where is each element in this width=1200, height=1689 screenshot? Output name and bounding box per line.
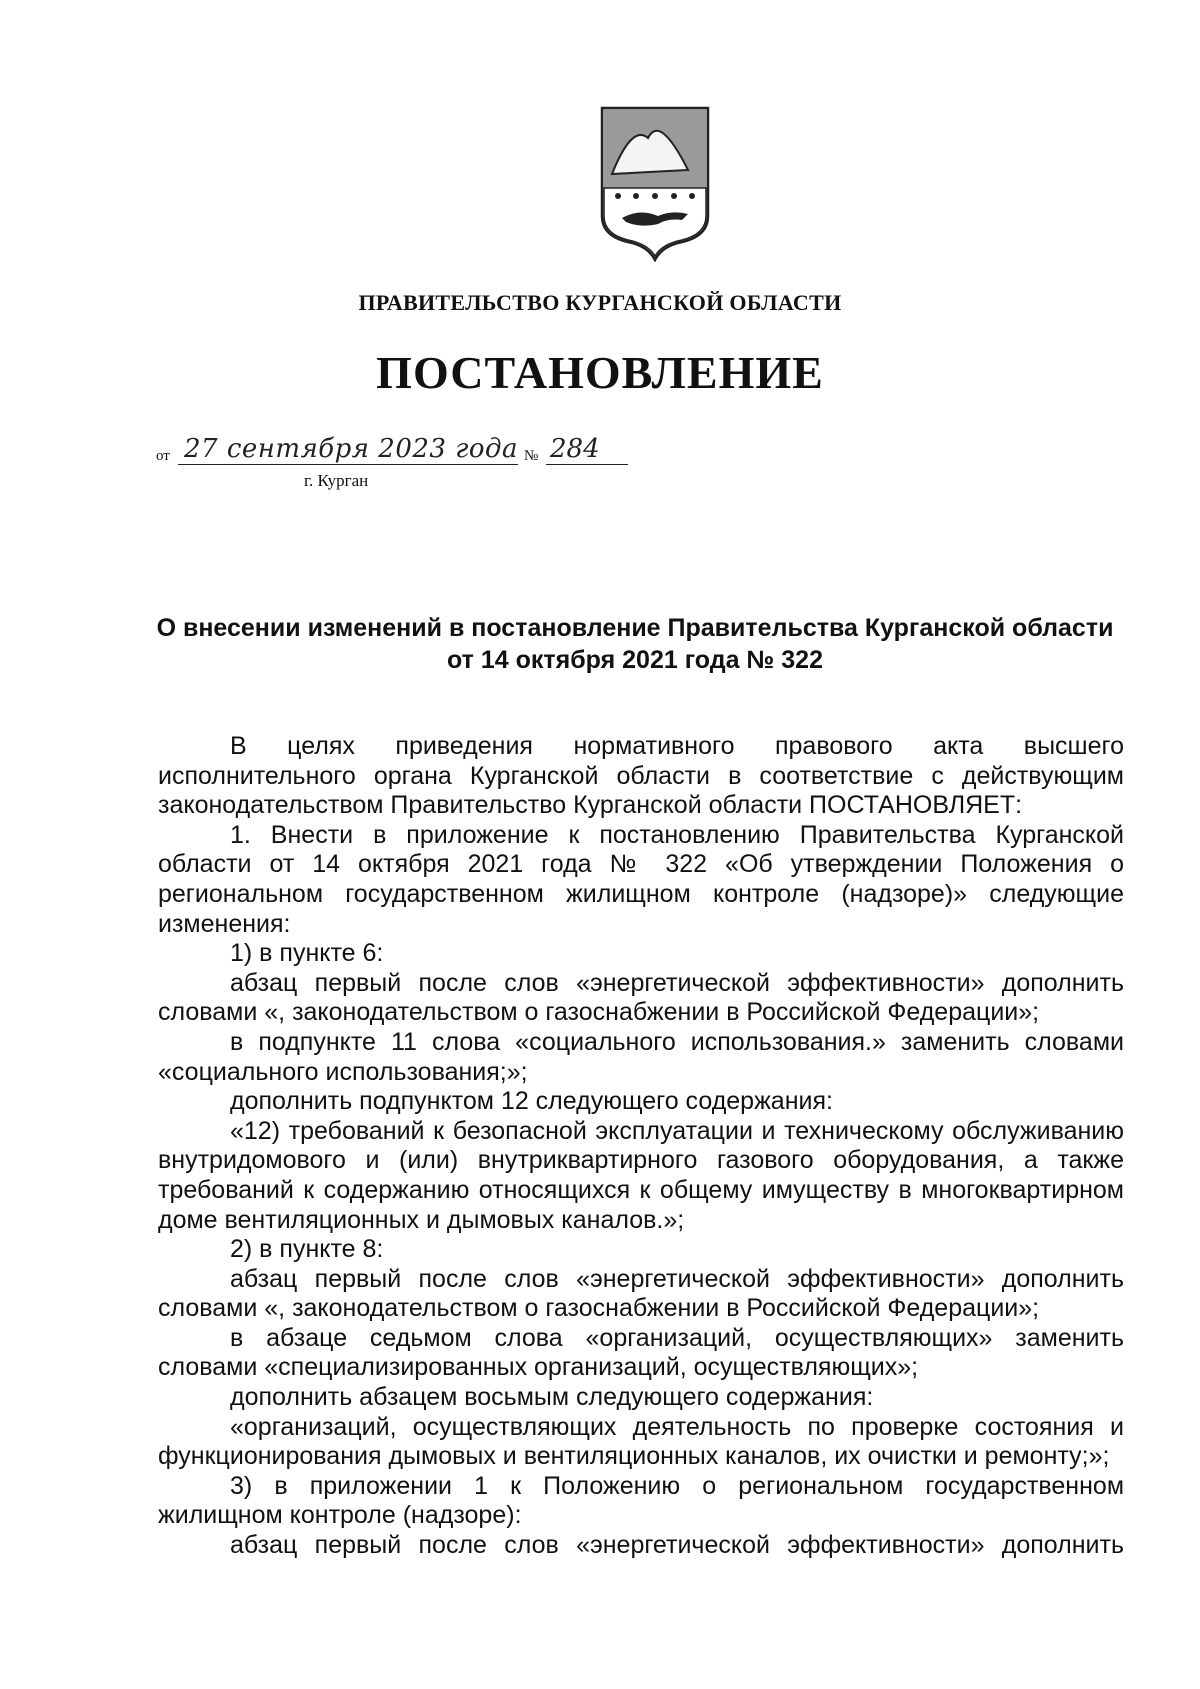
paragraph: 1) в пункте 6: [230, 939, 384, 968]
government-name: ПРАВИТЕЛЬСТВО КУРГАНСКОЙ ОБЛАСТИ [358, 290, 842, 315]
number-underline [546, 464, 628, 465]
date-underline [178, 464, 518, 465]
paragraph: 3) в приложении 1 к Положению о региональном государственном жилищном контроле (надзоре): [158, 1471, 1124, 1530]
from-label: от [156, 448, 170, 464]
paragraph: в абзаце седьмом слова «организаций, осуществляющих» заменить словами «специализированных организаций, осуществляющих»; [158, 1323, 1124, 1382]
coat-of-arms-icon [596, 104, 714, 262]
paragraph: дополнить абзацем восьмым следующего содержания: [230, 1383, 874, 1412]
paragraph: «12) требований к безопасной эксплуатации и техническому обслуживанию внутридомового и (или) внутриквартирного газового оборудования, а также требований к содержанию относящихся к общему имуществу в многоквартирном доме вентиляционных и дымовых каналов.»; [158, 1116, 1124, 1234]
paragraph: «организаций, осуществляющих деятельность по проверке состояния и функционирования дымовых и вентиляционных каналов, их очистки и ремонту;»; [158, 1412, 1124, 1471]
paragraph: абзац первый после слов «энергетической эффективности» дополнить словами «, законодательством о газоснабжении в Российской Федерации»; [158, 968, 1124, 1027]
paragraph: дополнить подпунктом 12 следующего содержания: [230, 1087, 833, 1116]
paragraph: абзац первый после слов «энергетической эффективности» дополнить словами «, законодательством о газоснабжении в Российской Федерации»; [158, 1264, 1124, 1323]
handwritten-date: 27 сентября 2023 года [184, 434, 518, 464]
document-dateline [156, 434, 646, 500]
document-subject: О внесении изменений в постановление Правительства Курганской области от 14 октября 2021 года № 322 [156, 614, 1114, 674]
paragraph: в подпункте 11 слова «социального использования.» заменить словами «социального использования;»; [158, 1027, 1124, 1086]
number-label: № [524, 448, 539, 464]
paragraph: 1. Внести в приложение к постановлению Правительства Курганской области от 14 октября 2021 года № 322 «Об утверждении Положения о региональном государственном жилищном контроле (надзоре)» следующие изменения: [158, 820, 1124, 938]
city-label: г. Курган [304, 471, 369, 490]
document-type-title: ПОСТАНОВЛЕНИЕ [376, 347, 824, 398]
document-body [158, 732, 1124, 1561]
paragraph: В целях приведения нормативного правового акта высшего исполнительного органа Курганской области в соответствие с действующим законодательством Правительство Курганской области ПОСТАНОВЛЯЕТ: [158, 732, 1124, 820]
paragraph: 2) в пункте 8: [230, 1235, 384, 1264]
handwritten-number: 284 [550, 434, 600, 464]
paragraph: абзац первый после слов «энергетической эффективности» дополнить [230, 1531, 1124, 1560]
